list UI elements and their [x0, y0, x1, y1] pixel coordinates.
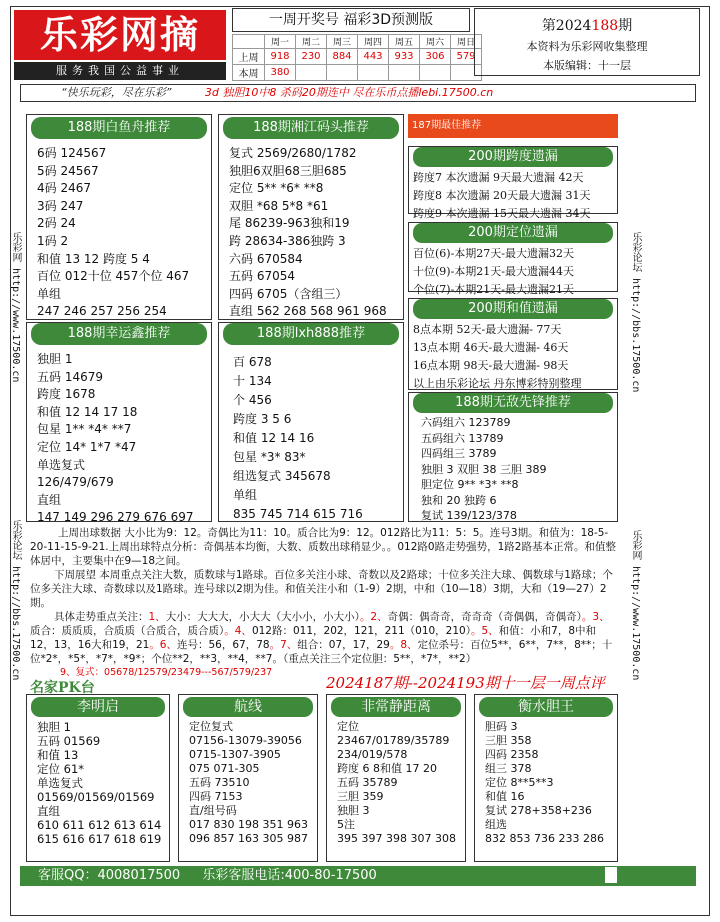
day-label: 周四 — [358, 35, 389, 49]
this-week-label: 本周 — [233, 65, 265, 81]
pk-column-title: 航线 — [183, 697, 313, 717]
logo-subtitle: 服务我国公益事业 — [14, 62, 226, 80]
panel-lxh — [218, 322, 404, 522]
analysis-fushi: 9、复式：05678/12579/23479---567/579/237 — [60, 667, 273, 678]
panel-title: 188期湘江码头推荐 — [223, 117, 399, 139]
day-label: 周三 — [327, 35, 358, 49]
slogan-right: 3d 独胆10中8 杀码20期连中 尽在乐币点播lebi.17500.cn — [204, 86, 494, 99]
logo: 乐彩网摘 — [14, 10, 226, 60]
panel-title: 188期lxh888推荐 — [223, 323, 399, 345]
side-link-right-bottom[interactable]: 乐彩网 http://www.17500.cn — [630, 530, 641, 681]
hezhi-title: 200期和值遗漏 — [413, 299, 613, 319]
draw-number: 579 — [451, 49, 482, 65]
pk-column-title: 非常静距离 — [331, 697, 461, 717]
footer-qq: 客服QQ：4008017500 — [38, 868, 181, 883]
last-week-label: 上周 — [233, 49, 265, 65]
dingwei-title: 200期定位遗漏 — [413, 223, 613, 243]
pk-lines: 胆码 3 三胆 358 四码 2358 组三 378 定位 8**5**3 和值 16 复试 278+358+236 组选 832 853 736 233 286 — [485, 720, 604, 845]
kuadu-box: 200期跨度遗漏 跨度7 本次遗漏 9天最大遗漏 42天 跨度8 本次遗漏 20天最大遗漏 31天 跨度9 本次遗漏 15天最大遗漏 34天 — [408, 146, 618, 214]
draw-number: 884 — [327, 49, 358, 65]
pk-lines: 定位 23467/01789/35789 234/019/578 跨度 6 8和值 17 20 五码 35789 三胆 359 独胆 3 5注 395 397 398 307 308 — [337, 720, 456, 845]
dingwei-box: 200期定位遗漏 百位(6)-本期27天-最大遗漏32天 十位(9)-本期21天-最大遗漏44天 个位(7)-本期21天-最大遗漏21天 — [408, 222, 618, 292]
draw-number: 306 — [420, 49, 451, 65]
best-recommend-label: 187期最佳推荐 — [408, 114, 618, 138]
pk-label: 名家PK台 — [30, 680, 95, 696]
pk-column-1 — [26, 694, 170, 862]
panel-lines: 复式 2569/2680/1782 独胆6双胆68三胆685 定位 5** *6* **8 双胆 *68 5*8 *61 尾 86239-963独和19 跨 28634-386独跨 3 六码 670584 五码 67054 四码 6705（含组三） 直组 562 268 568 961 968 — [229, 146, 387, 319]
draw-results-table — [232, 34, 482, 81]
panel-xiang — [218, 114, 404, 320]
editor-note: 本版编辑：十一层 — [543, 59, 631, 72]
qr-code — [604, 866, 618, 884]
issue-number: 第2024188期 — [541, 18, 633, 34]
panel-title: 188期白鱼舟推荐 — [31, 117, 207, 139]
draw-number: 443 — [358, 49, 389, 65]
panel-xing — [26, 322, 212, 525]
analysis-outlook: 下周展望 本周重点关注大数，质数球与1路球。百位多关注小球、奇数以及2路球；十位多关注大球、偶数球与1路球；个位多关注大球、奇数球以及1路球。连号球以2期为佳。和值关注小和（1-9）2期，中和（10—18）3期，大和（19—27）2期。 — [30, 569, 613, 609]
kuadu-title: 200期跨度遗漏 — [413, 147, 613, 167]
side-link-right-top[interactable]: 乐彩论坛 http://bbs.17500.cn — [630, 232, 641, 393]
header-title: 一周开奖号 福彩3D预测版 — [232, 8, 470, 32]
day-label: 周一 — [265, 35, 296, 49]
draw-number: 230 — [296, 49, 327, 65]
panel-bai — [26, 114, 212, 320]
day-label: 周二 — [296, 35, 327, 49]
issue-box — [474, 8, 700, 76]
analysis-text — [30, 526, 618, 680]
pk-column-title: 衡水胆王 — [479, 697, 613, 717]
day-label: 周日 — [451, 35, 482, 49]
panel-lines: 独胆 1 五码 14679 跨度 1678 和值 12 14 17 18 包星 1** *4* **7 定位 14* 1*7 *47 单选复式 126/479/679 直组 147 149 296 279 676 697 — [37, 352, 194, 525]
slogan-bar — [20, 84, 696, 102]
panel-lines: 百 678 十 134 个 456 跨度 3 5 6 和值 12 14 16 包星 *3* 83* 组选复式 345678 单组 835 745 714 615 716 — [233, 355, 363, 521]
footer-phone: 乐彩客服电话:400-80-17500 — [202, 868, 377, 883]
footer-bar — [20, 866, 696, 886]
wudi-title: 188期无敌先锋推荐 — [413, 393, 613, 413]
draw-number: 933 — [389, 49, 420, 65]
side-link-left-bottom[interactable]: 乐彩论坛 http://bbs.17500.cn — [10, 520, 21, 681]
slogan-left: “快乐玩彩，尽在乐彩” — [61, 86, 172, 99]
panel-title: 188期幸运鑫推荐 — [31, 323, 207, 345]
pk-headline: 2024187期--2024193期十一层一周点评 — [326, 674, 605, 692]
pk-column-4 — [474, 694, 618, 862]
hezhi-box: 200期和值遗漏 8点本期 52天-最大遗漏- 77天 13点本期 46天-最大遗漏- 46天 16点本期 98天-最大遗漏- 98天 以上由乐彩论坛 丹东博彩特别整理 — [408, 298, 618, 390]
side-link-left-top[interactable]: 乐彩网 http://www.17500.cn — [10, 232, 21, 383]
pk-column-3 — [326, 694, 466, 862]
collect-note: 本资料为乐彩网收集整理 — [526, 40, 648, 53]
draw-number: 918 — [265, 49, 296, 65]
wudi-box: 188期无敌先锋推荐 六码组六 123789 五码组六 13789 四码组三 3789 独胆 3 双胆 38 三胆 389 胆定位 9** *3* **8 独和 20 独跨 6 复试 139/123/378 — [408, 392, 618, 522]
pk-column-title: 李明启 — [31, 697, 165, 717]
draw-number: 380 — [265, 65, 296, 81]
pk-column-2 — [178, 694, 318, 862]
panel-lines: 6码 124567 5码 24567 4码 2467 3码 247 2码 24 1码 2 和值 13 12 跨度 5 4 百位 012十位 457个位 467 单组 247 246 257 256 254 — [37, 146, 190, 319]
pk-lines: 独胆 1 五码 01569 和值 13 定位 61* 单选复式 01569/01569/01569 直组 610 611 612 613 614 615 616 617 618 619 — [37, 720, 162, 846]
day-label: 周五 — [389, 35, 420, 49]
pk-lines: 定位复式 07156-13079-39056 0715-1307-3905 075 071-305 五码 73510 四码 7153 直/组号码 017 830 198 351 963 096 857 163 305 987 — [189, 720, 308, 845]
analysis-last-week: 上周出球数据 大小比为9：12。奇偶比为11：10。质合比为9：12。012路比为11：5：5。连号3期。和值为：18-5-20-11-15-9-21.上周出球特点分析：奇偶基本均衡，大数、质数出球稍显少。。012路0路走势强势，1路2路基本正常。和值整体居中，主要集中在9—18之间。 — [30, 527, 616, 567]
day-label: 周六 — [420, 35, 451, 49]
analysis-trend: 具体走势重点关注：1、大小：大大大，小大大（大小小，小大小）。2、奇偶：偶奇奇，奇奇奇（奇偶偶，奇偶奇）。3、质合：质质质，合质质（合质合，质合质）。4、012路：011，202，121，211（010，210）。5、和值：小和7，8中和12，13，16大和19，21。6、连号：56，67，78。7、组合：07，17，29。8、定位杀号：百位5**，6**，7**，8**；十位*2*，*5*，*7*，*9*；个位**2，**3，**4，**7。（重点关注三个定位胆：5**，*7*，**2） — [30, 611, 613, 665]
